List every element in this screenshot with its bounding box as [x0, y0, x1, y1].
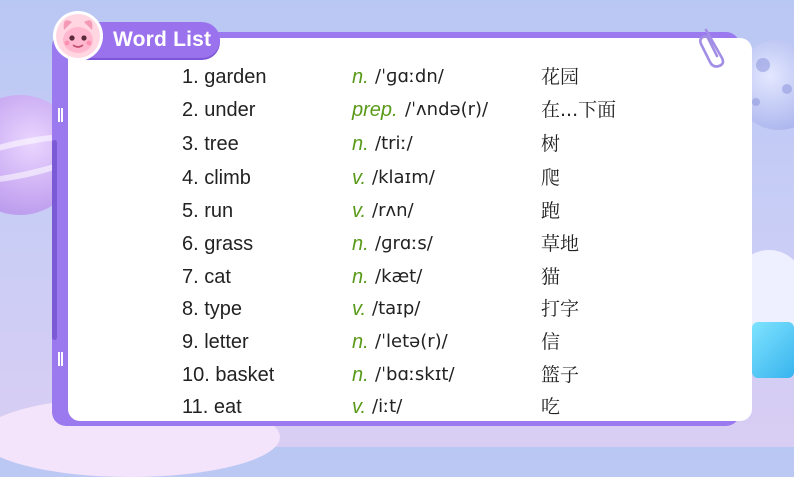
- list-item: [0, 360, 794, 390]
- phonetic: /triː/: [375, 133, 413, 154]
- word-text: 1. garden: [182, 66, 267, 88]
- list-item: [0, 62, 794, 92]
- word-text: 6. grass: [182, 233, 254, 255]
- part-of-speech: n.: [352, 133, 369, 155]
- meaning: 吃: [541, 396, 561, 418]
- meaning: 树: [541, 133, 561, 155]
- phonetic: /ˈbɑːskɪt/: [375, 364, 455, 385]
- phonetic: /rʌn/: [372, 200, 414, 221]
- meaning: 爬: [541, 167, 561, 189]
- word-text: 5. run: [182, 200, 234, 222]
- phonetic: /iːt/: [372, 396, 403, 417]
- meaning: 猫: [541, 266, 561, 288]
- phonetic: /kæt/: [375, 266, 423, 287]
- phonetic: /taɪp/: [372, 298, 421, 319]
- meaning: 打字: [541, 298, 580, 320]
- word-text: 3. tree: [182, 133, 239, 155]
- list-item: [0, 229, 794, 259]
- list-item: [0, 196, 794, 226]
- phonetic: /ˈɡɑːdn/: [375, 66, 444, 87]
- phonetic: /ɡrɑːs/: [375, 233, 433, 254]
- list-item: [0, 163, 794, 193]
- word-text: 8. type: [182, 298, 243, 320]
- meaning: 信: [541, 331, 561, 353]
- list-item: [0, 392, 794, 422]
- word-text: 2. under: [182, 99, 256, 121]
- word-text: 10. basket: [182, 364, 275, 386]
- part-of-speech: prep.: [352, 99, 398, 121]
- phonetic: /klaɪm/: [372, 167, 435, 188]
- phonetic: /ˈletə(r)/: [375, 331, 448, 352]
- part-of-speech: n.: [352, 331, 369, 353]
- word-text: 4. climb: [182, 167, 251, 189]
- list-item: [0, 129, 794, 159]
- part-of-speech: v.: [352, 167, 367, 189]
- part-of-speech: n.: [352, 233, 369, 255]
- meaning: 在...下面: [541, 99, 617, 121]
- word-text: 11. eat: [182, 396, 242, 418]
- part-of-speech: n.: [352, 66, 369, 88]
- phonetic: /ˈʌndə(r)/: [405, 99, 489, 120]
- page-title: Word List: [113, 28, 212, 51]
- meaning: 篮子: [541, 364, 580, 386]
- part-of-speech: n.: [352, 364, 369, 386]
- meaning: 跑: [541, 200, 561, 222]
- part-of-speech: v.: [352, 200, 367, 222]
- word-text: 9. letter: [182, 331, 249, 353]
- pink-creature-icon: [52, 10, 104, 62]
- list-item: [0, 327, 794, 357]
- list-item: [0, 262, 794, 292]
- list-item: [0, 294, 794, 324]
- list-item: [0, 95, 794, 125]
- meaning: 花园: [541, 66, 580, 88]
- part-of-speech: v.: [352, 298, 367, 320]
- word-text: 7. cat: [182, 266, 231, 288]
- part-of-speech: n.: [352, 266, 369, 288]
- part-of-speech: v.: [352, 396, 367, 418]
- meaning: 草地: [541, 233, 580, 255]
